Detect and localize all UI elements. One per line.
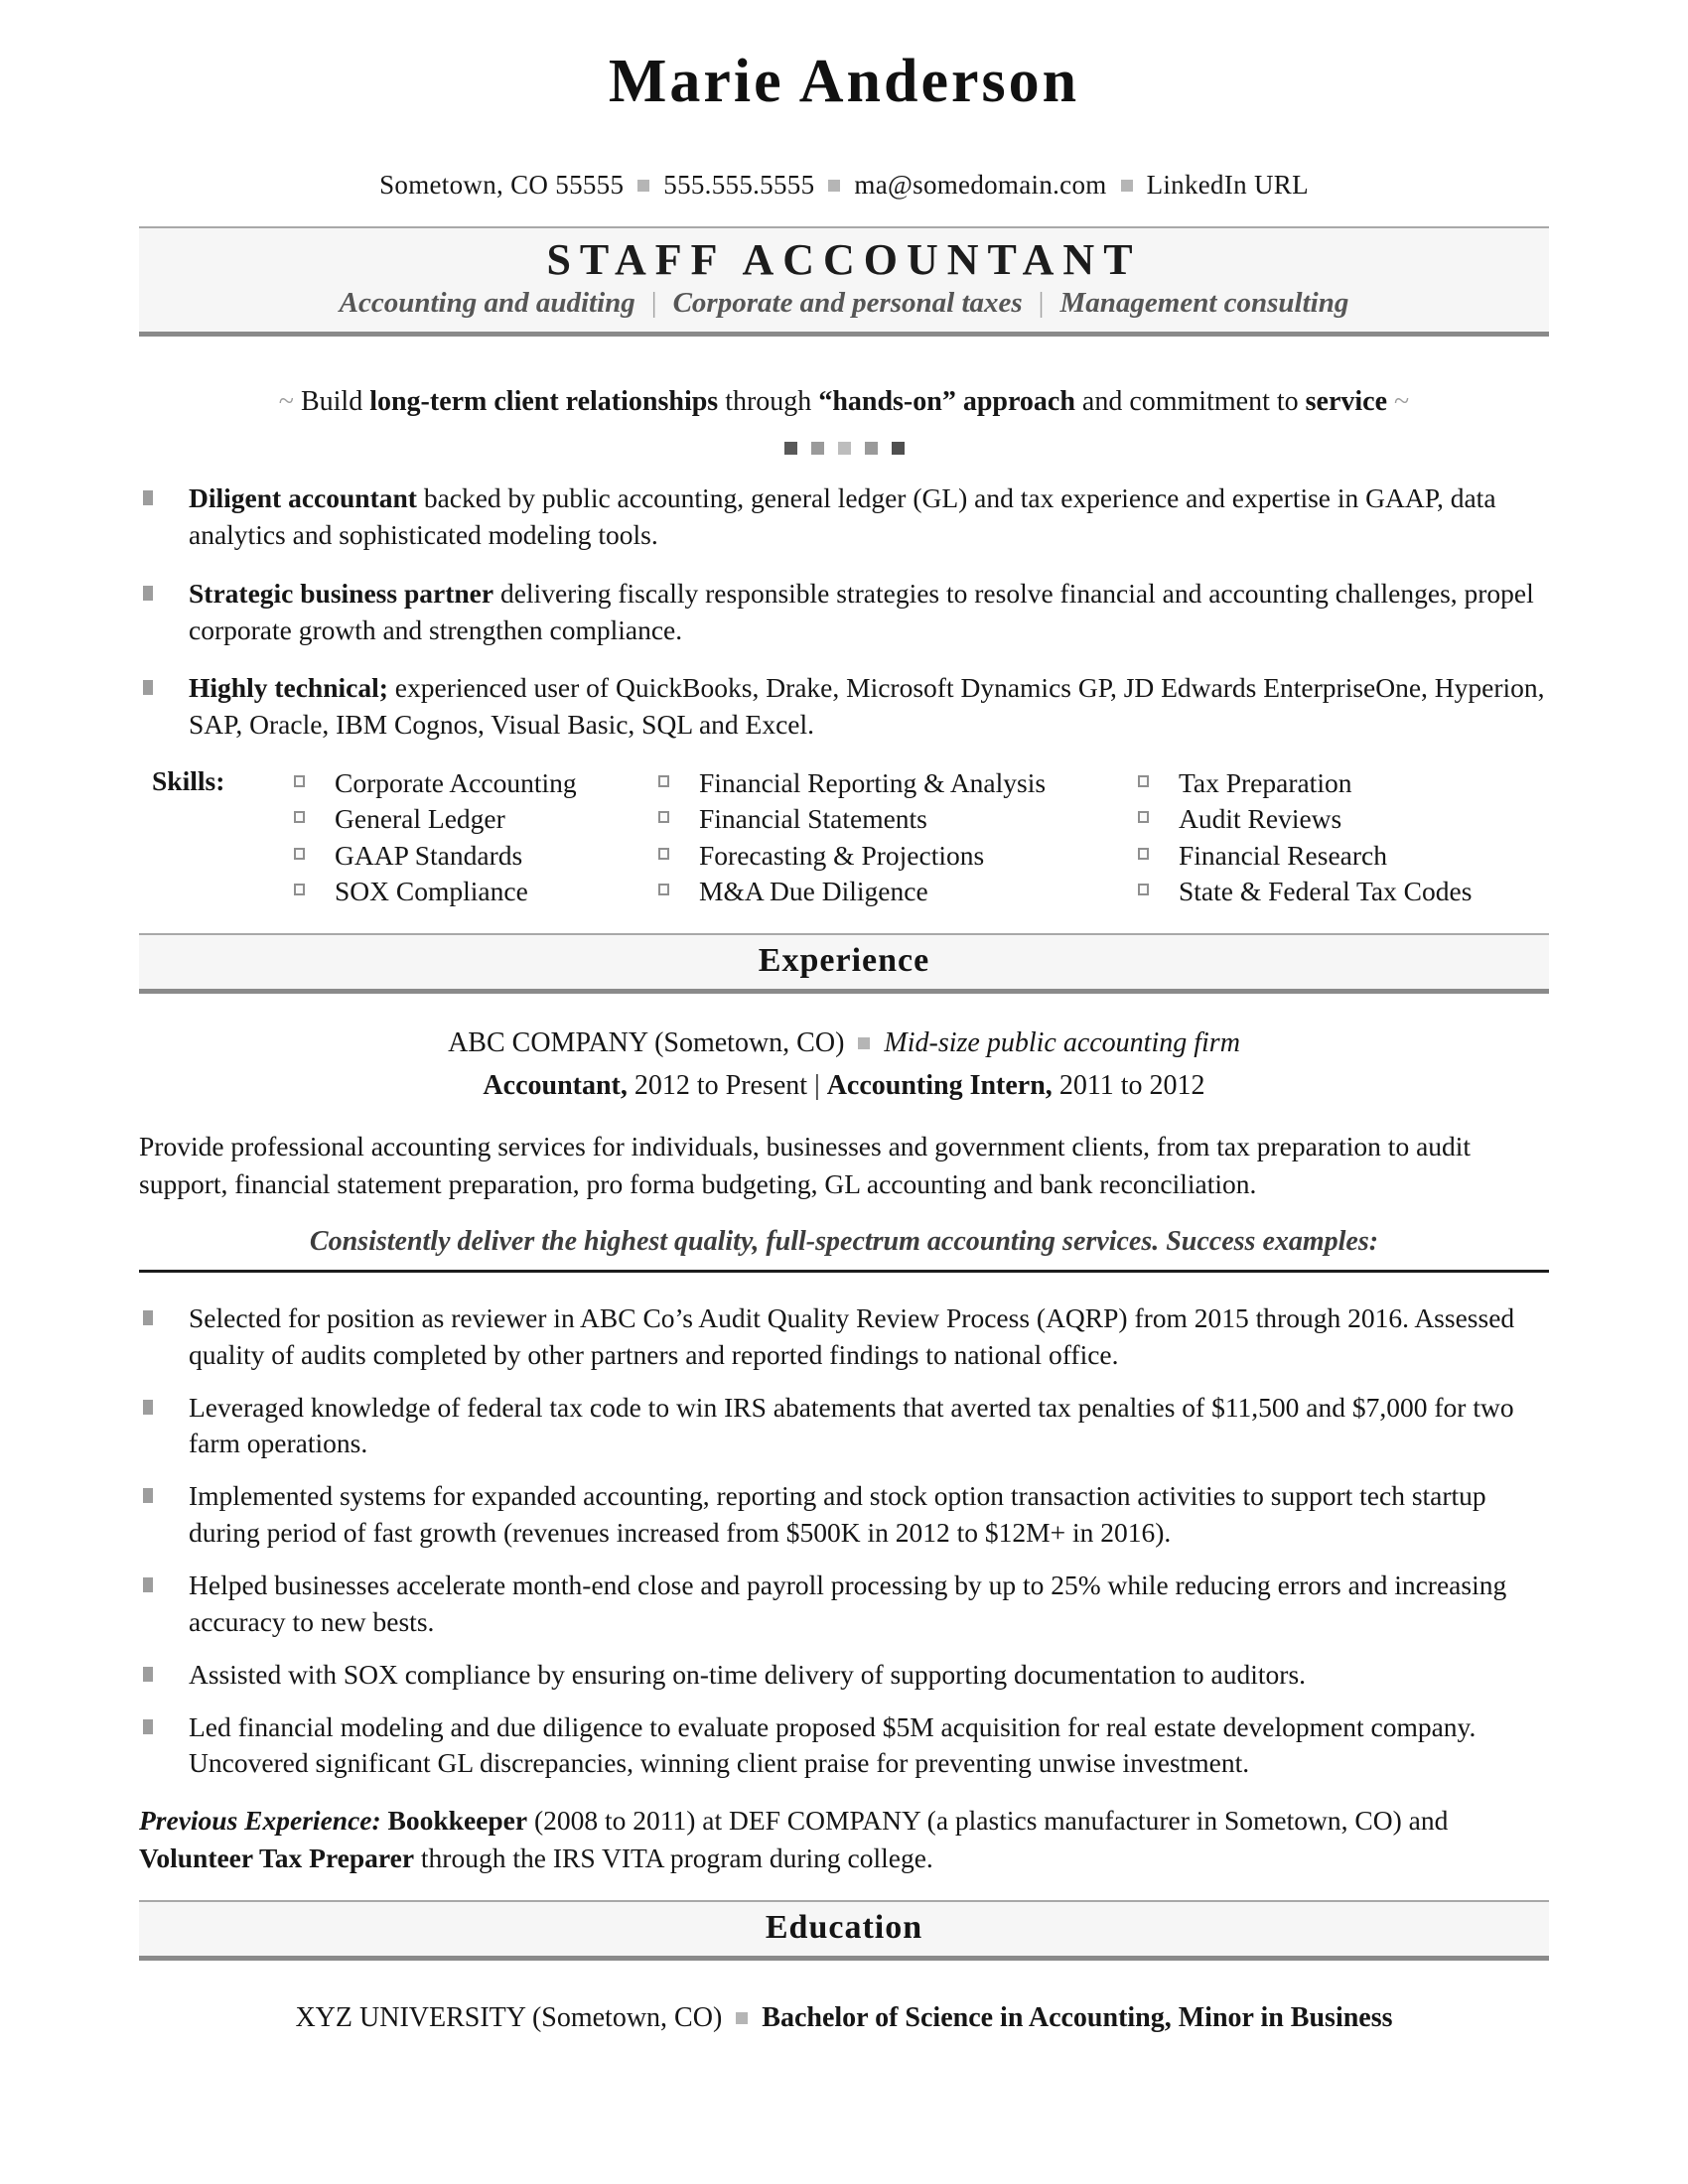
skill-item: Tax Preparation: [1138, 765, 1549, 801]
title-banner: [139, 226, 1549, 337]
contact-linkedin: LinkedIn URL: [1146, 170, 1309, 201]
specialty-1: Accounting and auditing: [339, 287, 635, 320]
experience-bullet-text: Helped businesses accelerate month-end close and payroll processing by up to 25% while reducing errors and increasing accuracy to new bests.: [189, 1569, 1507, 1637]
open-square-bullet-icon: [1138, 811, 1149, 823]
separator-square-icon: [1121, 180, 1133, 192]
bullet-icon: [143, 490, 153, 505]
skills-label: Skills:: [152, 765, 225, 797]
divider-square-icon: [892, 442, 905, 455]
summary-bullet-text: Highly technical; experienced user of QuickBooks, Drake, Microsoft Dynamics GP, JD Edwards EnterpriseOne, Hyperion, SAP, Oracle, IBM Cognos, Visual Basic, SQL and Excel.: [189, 672, 1545, 741]
squares-divider: [139, 442, 1549, 455]
skill-item: Corporate Accounting: [294, 765, 658, 801]
open-square-bullet-icon: [294, 775, 305, 787]
experience-bullet: [139, 1390, 1549, 1463]
education-section-header: [139, 1900, 1549, 1961]
open-square-bullet-icon: [294, 848, 305, 860]
separator-square-icon: [828, 180, 840, 192]
experience-bullet-text: Leveraged knowledge of federal tax code to win IRS abatements that averted tax penalties of $11,500 and $7,000 for two farm operations.: [189, 1391, 1514, 1459]
experience-bullet-text: Led financial modeling and due diligence to evaluate proposed $5M acquisition for real estate development company. Uncovered significant GL discrepancies, winning client praise for preventing unwise investment.: [189, 1710, 1477, 1779]
contact-line: [139, 170, 1549, 201]
skills-column-2: [658, 765, 1138, 909]
open-square-bullet-icon: [1138, 884, 1149, 895]
company-line: ABC COMPANY (Sometown, CO) Mid-size public accounting firm: [448, 1027, 1240, 1059]
skills-column-3: [1138, 765, 1549, 909]
skill-item: General Ledger: [294, 801, 658, 837]
open-square-bullet-icon: [658, 775, 669, 787]
skill-item: Forecasting & Projections: [658, 838, 1138, 874]
contact-phone: 555.555.5555: [663, 170, 815, 201]
contact-location: Sometown, CO 55555: [379, 170, 625, 201]
specialty-3: Management consulting: [1059, 287, 1349, 320]
contact-email: ma@somedomain.com: [854, 170, 1107, 201]
bullet-icon: [143, 1667, 153, 1682]
experience-section-header: [139, 933, 1549, 994]
bullet-icon: [143, 1310, 153, 1325]
candidate-name: Marie Anderson: [608, 48, 1080, 115]
summary-section: [139, 480, 1549, 744]
pipe-separator: |: [650, 287, 657, 320]
open-square-bullet-icon: [294, 884, 305, 895]
open-square-bullet-icon: [294, 811, 305, 823]
summary-bullet-text: Strategic business partner delivering fiscally responsible strategies to resolve financial and accounting challenges, propel corporate growth and strengthen compliance.: [189, 577, 1534, 645]
divider-square-icon: [838, 442, 851, 455]
experience-bullet: [139, 1568, 1549, 1641]
summary-bullet: [139, 576, 1549, 649]
skill-item: Financial Statements: [658, 801, 1138, 837]
bullet-icon: [143, 1719, 153, 1734]
bullet-icon: [143, 680, 153, 695]
bullet-icon: [143, 1400, 153, 1415]
experience-intro: Provide professional accounting services for individuals, businesses and government clients, from tax preparation to audit support, financial statement preparation, pro forma budgeting, GL accounting and bank reconciliation.: [139, 1131, 1472, 1199]
experience-bullet: [139, 1478, 1549, 1552]
separator-square-icon: [858, 1037, 870, 1049]
specialty-2: Corporate and personal taxes: [672, 287, 1023, 320]
experience-bullet-text: Assisted with SOX compliance by ensuring on-time delivery of supporting documentation to auditors.: [189, 1658, 1307, 1690]
skill-item: Audit Reviews: [1138, 801, 1549, 837]
separator-square-icon: [736, 2012, 748, 2024]
experience-heading: Experience: [758, 942, 930, 980]
skill-item: Financial Reporting & Analysis: [658, 765, 1138, 801]
separator-square-icon: [637, 180, 649, 192]
divider-square-icon: [865, 442, 878, 455]
skill-item: M&A Due Diligence: [658, 874, 1138, 909]
skill-item: SOX Compliance: [294, 874, 658, 909]
bullet-icon: [143, 1488, 153, 1503]
pipe-separator: |: [1038, 287, 1045, 320]
experience-bullets: [139, 1300, 1549, 1782]
previous-experience: Previous Experience: Bookkeeper (2008 to 2011) at DEF COMPANY (a plastics manufacturer in Sometown, CO) and Volunteer Tax Preparer through the IRS VITA program during college.: [139, 1805, 1449, 1873]
skill-item: Financial Research: [1138, 838, 1549, 874]
success-examples-heading: Consistently deliver the highest quality, full-spectrum accounting services. Success examples:: [139, 1226, 1549, 1273]
bullet-icon: [143, 586, 153, 601]
specialties-line: [139, 287, 1549, 320]
summary-bullet: [139, 480, 1549, 554]
education-line: XYZ UNIVERSITY (Sometown, CO) Bachelor of Science in Accounting, Minor in Business: [295, 2001, 1393, 2033]
skill-item: State & Federal Tax Codes: [1138, 874, 1549, 909]
divider-square-icon: [811, 442, 824, 455]
open-square-bullet-icon: [658, 884, 669, 895]
experience-bullet-text: Implemented systems for expanded accounting, reporting and stock option transaction activities to support tech startup during period of fast growth (revenues increased from $500K in 2012 to $12M+ in 2016).: [189, 1480, 1486, 1549]
skills-column-1: [294, 765, 658, 909]
roles-line: Accountant, 2012 to Present | Accounting Intern, 2011 to 2012: [483, 1069, 1205, 1101]
open-square-bullet-icon: [658, 811, 669, 823]
skill-item: GAAP Standards: [294, 838, 658, 874]
open-square-bullet-icon: [1138, 848, 1149, 860]
job-title: STAFF ACCOUNTANT: [546, 235, 1142, 285]
skills-section: [139, 765, 1549, 909]
education-heading: Education: [765, 1908, 923, 1946]
bullet-icon: [143, 1577, 153, 1592]
open-square-bullet-icon: [1138, 775, 1149, 787]
experience-bullet: [139, 1657, 1549, 1694]
summary-bullet-text: Diligent accountant backed by public accounting, general ledger (GL) and tax experience and expertise in GAAP, data analytics and sophisticated modeling tools.: [189, 482, 1496, 550]
experience-bullet: [139, 1709, 1549, 1783]
open-square-bullet-icon: [658, 848, 669, 860]
divider-square-icon: [784, 442, 797, 455]
experience-bullet-text: Selected for position as reviewer in ABC Co’s Audit Quality Review Process (AQRP) from 2015 through 2016. Assessed quality of audits completed by other partners and reported findings to national office.: [189, 1301, 1515, 1370]
tagline: ~ Build long-term client relationships through “hands-on” approach and commitment to service ~: [278, 386, 1410, 418]
experience-bullet: [139, 1300, 1549, 1374]
summary-bullet: [139, 670, 1549, 744]
